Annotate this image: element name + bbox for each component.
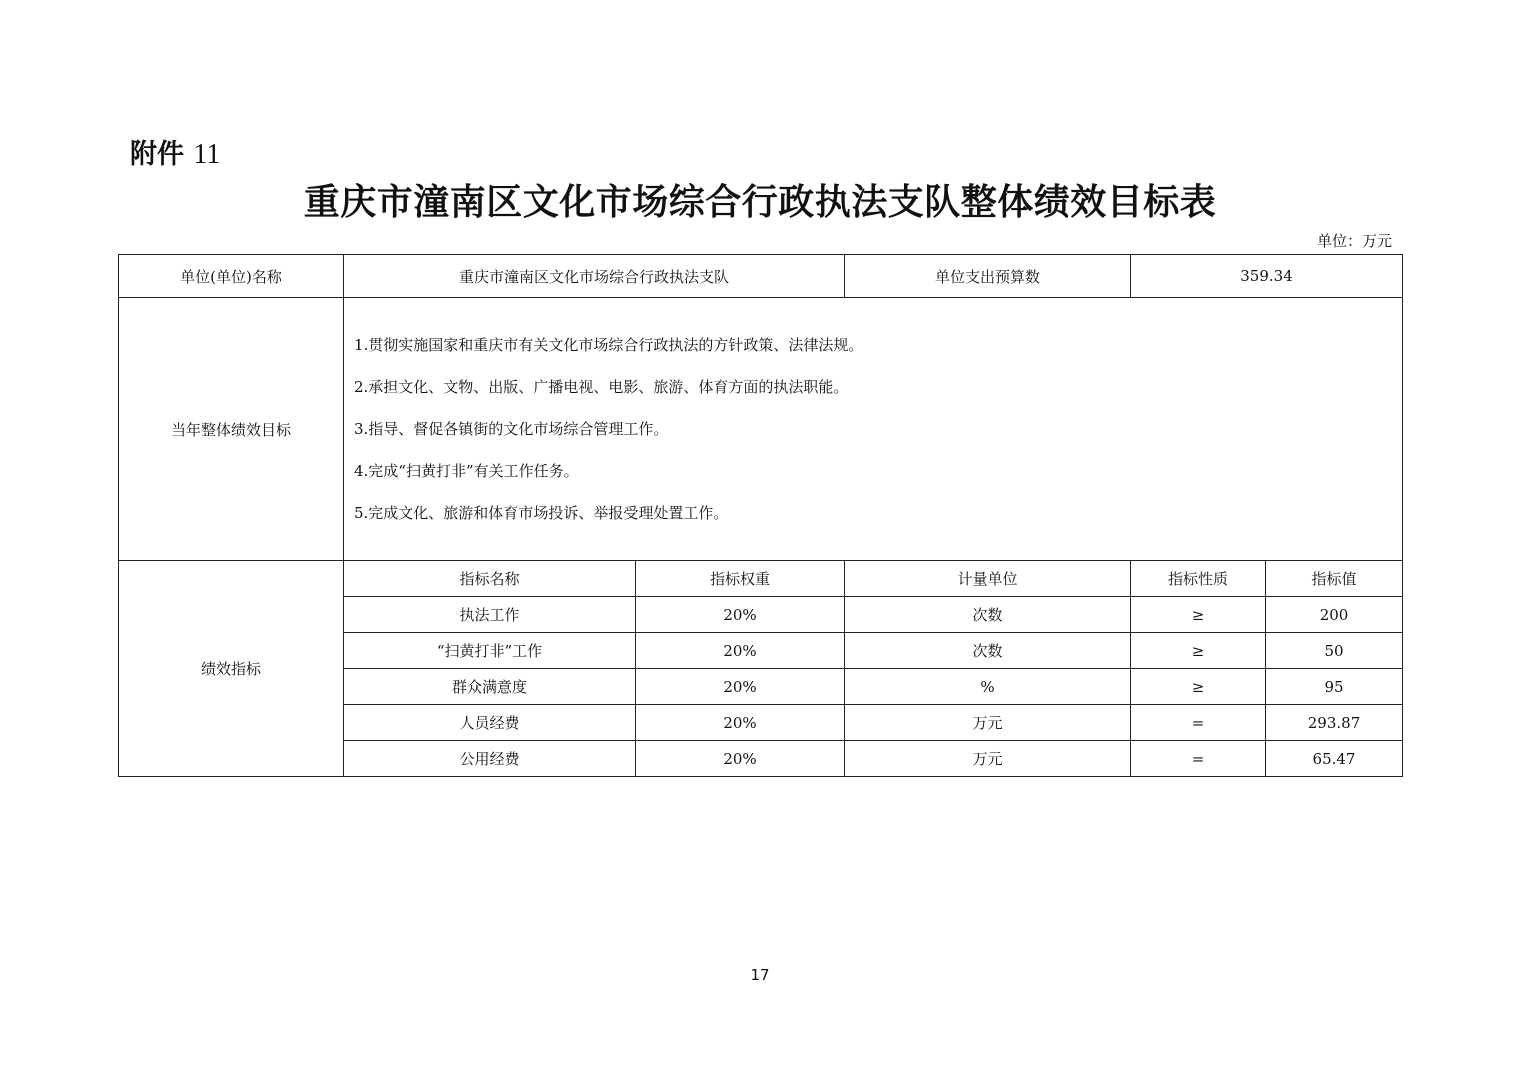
indicator-name: 执法工作 <box>344 597 636 633</box>
indicator-value: 95 <box>1266 669 1403 705</box>
indicator-unit: 万元 <box>845 741 1131 777</box>
header-row <box>119 255 1403 298</box>
indicator-weight: 20% <box>636 633 845 669</box>
goals-content <box>344 298 1403 561</box>
indicator-weight: 20% <box>636 705 845 741</box>
column-header: 指标权重 <box>636 561 845 597</box>
goal-item: 1.贯彻实施国家和重庆市有关文化市场综合行政执法的方针政策、法律法规。 <box>354 336 864 354</box>
goal-item: 5.完成文化、旅游和体育市场投诉、举报受理处置工作。 <box>354 504 729 522</box>
goals-label: 当年整体绩效目标 <box>119 298 344 561</box>
performance-table <box>118 254 1403 777</box>
budget-value: 359.34 <box>1131 255 1403 298</box>
indicators-label: 绩效指标 <box>119 561 344 777</box>
indicator-name: 群众满意度 <box>344 669 636 705</box>
goal-item: 4.完成“扫黄打非”有关工作任务。 <box>354 462 579 480</box>
column-header: 指标名称 <box>344 561 636 597</box>
indicator-nature: = <box>1131 741 1266 777</box>
attachment-text: 附件 <box>130 139 184 170</box>
indicator-value: 65.47 <box>1266 741 1403 777</box>
unit-note: 单位：万元 <box>1316 232 1392 250</box>
indicator-nature: ≥ <box>1131 633 1266 669</box>
goal-item: 2.承担文化、文物、出版、广播电视、电影、旅游、体育方面的执法职能。 <box>354 378 849 396</box>
indicator-nature: = <box>1131 705 1266 741</box>
indicator-unit: 次数 <box>845 633 1131 669</box>
goal-item: 3.指导、督促各镇街的文化市场综合管理工作。 <box>354 420 669 438</box>
indicator-name: “扫黄打非”工作 <box>344 633 636 669</box>
attachment-number: 11 <box>193 139 221 170</box>
goals-list <box>354 324 1392 534</box>
document-title: 重庆市潼南区文化市场综合行政执法支队整体绩效目标表 <box>303 182 1217 223</box>
column-header: 指标值 <box>1266 561 1403 597</box>
unit-name-label: 单位(单位)名称 <box>119 255 344 298</box>
column-header: 计量单位 <box>845 561 1131 597</box>
indicator-nature: ≥ <box>1131 669 1266 705</box>
indicator-value: 293.87 <box>1266 705 1403 741</box>
page-number: 17 <box>750 966 770 984</box>
indicator-unit: 万元 <box>845 705 1131 741</box>
attachment-label <box>130 132 220 171</box>
indicator-weight: 20% <box>636 597 845 633</box>
indicator-unit: 次数 <box>845 597 1131 633</box>
indicator-name: 公用经费 <box>344 741 636 777</box>
goals-row <box>119 298 1403 561</box>
column-header: 指标性质 <box>1131 561 1266 597</box>
budget-label: 单位支出预算数 <box>845 255 1131 298</box>
indicator-header-row <box>119 561 1403 597</box>
indicator-name: 人员经费 <box>344 705 636 741</box>
indicator-value: 50 <box>1266 633 1403 669</box>
indicator-weight: 20% <box>636 669 845 705</box>
indicator-nature: ≥ <box>1131 597 1266 633</box>
indicator-unit: % <box>845 669 1131 705</box>
indicator-value: 200 <box>1266 597 1403 633</box>
unit-name-value: 重庆市潼南区文化市场综合行政执法支队 <box>344 255 845 298</box>
indicator-weight: 20% <box>636 741 845 777</box>
